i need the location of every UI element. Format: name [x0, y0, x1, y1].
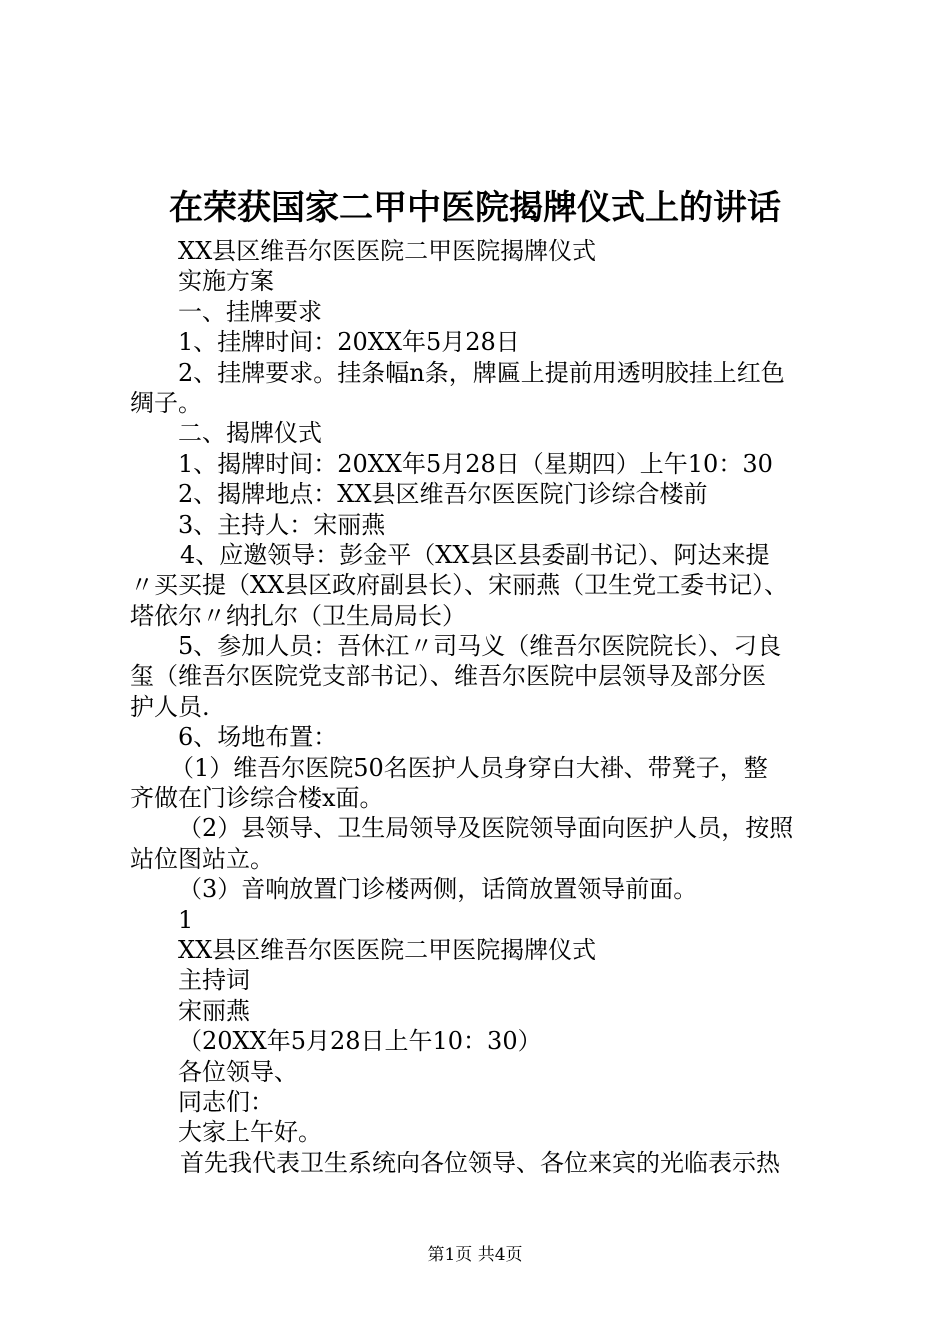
text-line: 塔依尔〃纳扎尔（卫生局局长）	[130, 601, 466, 630]
document-title: 在荣获国家二甲中医院揭牌仪式上的讲话	[169, 188, 781, 228]
text-line: 1、揭牌时间：20XX年5月28日（星期四）上午10：30	[178, 449, 773, 478]
text-line: 大家上午好。	[178, 1118, 322, 1147]
document-body	[130, 236, 836, 1178]
text-line: 主持词	[178, 966, 250, 995]
text-line: 4、应邀领导：彭金平（XX县区县委副书记）、阿达来提	[180, 540, 770, 569]
text-line: 玺（维吾尔医院党支部书记）、维吾尔医院中层领导及部分医	[130, 662, 766, 691]
text-line: 绸子。	[130, 388, 202, 417]
text-line: 5、参加人员：吾休江〃司马义（维吾尔医院院长）、刁良	[178, 632, 782, 661]
text-line: （1）维吾尔医院50名医护人员身穿白大褂、带凳子，整	[170, 753, 768, 782]
text-line: 护人员.	[130, 692, 210, 721]
text-line: XX县区维吾尔医医院二甲医院揭牌仪式	[178, 237, 597, 265]
text-line: 首先我代表卫生系统向各位领导、各位来宾的光临表示热	[180, 1148, 780, 1177]
text-line: 齐做在门诊综合楼x面。	[130, 784, 384, 813]
text-line: （20XX年5月28日上午10：30）	[178, 1027, 542, 1056]
text-line: 1、挂牌时间：20XX年5月28日	[178, 328, 520, 357]
text-line: 一、挂牌要求	[178, 297, 322, 326]
text-line: 二、揭牌仪式	[178, 419, 322, 448]
text-line: 各位领导、	[178, 1057, 298, 1086]
text-line: 6、场地布置：	[178, 723, 338, 752]
text-line: （3）音响放置门诊楼两侧，话筒放置领导前面。	[178, 875, 698, 904]
page-number-marker: 1	[178, 905, 194, 934]
text-line: 2、挂牌要求。挂条幅n条，牌匾上提前用透明胶挂上红色	[178, 358, 785, 387]
text-line: 〃买买提（XX县区政府副县长）、宋丽燕（卫生党工委书记）、	[130, 571, 789, 600]
text-line: 同志们：	[178, 1087, 274, 1116]
page-footer: 第1页 共4页	[427, 1245, 523, 1265]
text-line: 2、揭牌地点：XX县区维吾尔医医院门诊综合楼前	[178, 480, 708, 509]
text-line: （2）县领导、卫生局领导及医院领导面向医护人员，按照	[178, 814, 794, 843]
text-line: 宋丽燕	[178, 996, 250, 1025]
text-line: 站位图站立。	[130, 844, 274, 873]
text-line: XX县区维吾尔医医院二甲医院揭牌仪式	[178, 935, 597, 964]
text-line: 实施方案	[178, 267, 274, 296]
text-line: 3、主持人：宋丽燕	[178, 510, 386, 539]
